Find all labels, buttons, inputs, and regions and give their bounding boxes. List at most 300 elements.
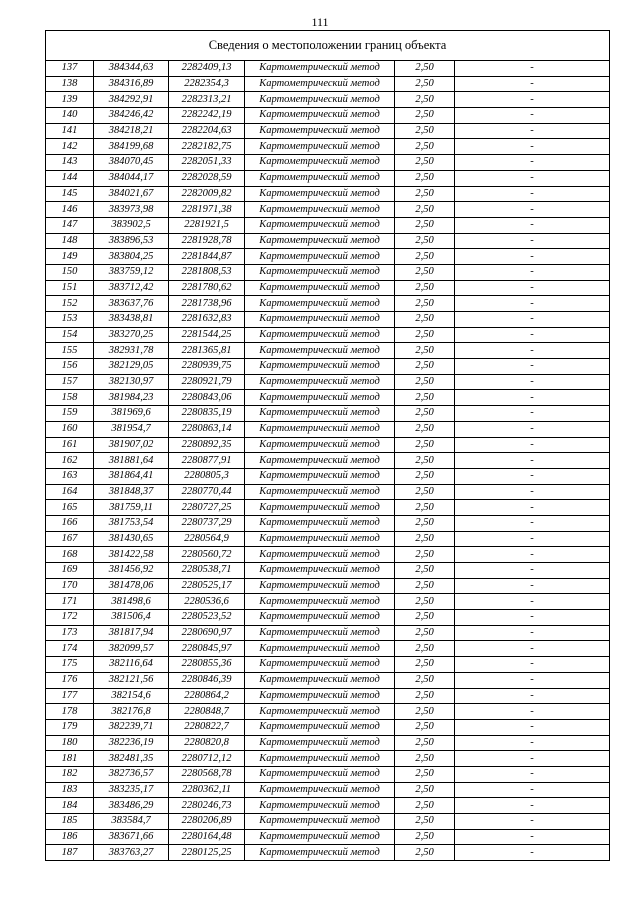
x-coordinate-cell: 381864,41 <box>94 468 169 484</box>
accuracy-cell: 2,50 <box>395 563 455 579</box>
description-cell: - <box>455 327 610 343</box>
description-cell: - <box>455 390 610 406</box>
method-cell: Картометрический метод <box>245 421 395 437</box>
table-row <box>46 233 610 249</box>
method-cell: Картометрический метод <box>245 61 395 77</box>
accuracy-cell: 2,50 <box>395 92 455 108</box>
method-cell: Картометрический метод <box>245 625 395 641</box>
description-cell: - <box>455 484 610 500</box>
description-cell: - <box>455 515 610 531</box>
accuracy-cell: 2,50 <box>395 735 455 751</box>
description-cell: - <box>455 625 610 641</box>
table-row <box>46 845 610 861</box>
method-cell: Картометрический метод <box>245 578 395 594</box>
table-row <box>46 641 610 657</box>
description-cell: - <box>455 312 610 328</box>
x-coordinate-cell: 382121,56 <box>94 672 169 688</box>
point-number-cell: 159 <box>46 406 94 422</box>
accuracy-cell: 2,50 <box>395 766 455 782</box>
point-number-cell: 153 <box>46 312 94 328</box>
x-coordinate-cell: 381478,06 <box>94 578 169 594</box>
table-row <box>46 123 610 139</box>
y-coordinate-cell: 2280805,3 <box>169 468 245 484</box>
accuracy-cell: 2,50 <box>395 170 455 186</box>
y-coordinate-cell: 2281928,78 <box>169 233 245 249</box>
x-coordinate-cell: 383235,17 <box>94 782 169 798</box>
point-number-cell: 182 <box>46 766 94 782</box>
point-number-cell: 144 <box>46 170 94 186</box>
x-coordinate-cell: 384070,45 <box>94 155 169 171</box>
boundary-coordinates-table <box>45 30 610 861</box>
accuracy-cell: 2,50 <box>395 625 455 641</box>
accuracy-cell: 2,50 <box>395 76 455 92</box>
description-cell: - <box>455 437 610 453</box>
method-cell: Картометрический метод <box>245 798 395 814</box>
table-row <box>46 500 610 516</box>
y-coordinate-cell: 2282182,75 <box>169 139 245 155</box>
accuracy-cell: 2,50 <box>395 202 455 218</box>
description-cell: - <box>455 563 610 579</box>
description-cell: - <box>455 343 610 359</box>
accuracy-cell: 2,50 <box>395 531 455 547</box>
y-coordinate-cell: 2280536,6 <box>169 594 245 610</box>
method-cell: Картометрический метод <box>245 515 395 531</box>
y-coordinate-cell: 2281365,81 <box>169 343 245 359</box>
table-row <box>46 280 610 296</box>
description-cell: - <box>455 123 610 139</box>
table-row <box>46 264 610 280</box>
y-coordinate-cell: 2280921,79 <box>169 374 245 390</box>
x-coordinate-cell: 383671,66 <box>94 829 169 845</box>
table-row <box>46 782 610 798</box>
table-row <box>46 249 610 265</box>
x-coordinate-cell: 381848,37 <box>94 484 169 500</box>
x-coordinate-cell: 381753,54 <box>94 515 169 531</box>
y-coordinate-cell: 2281632,83 <box>169 312 245 328</box>
description-cell: - <box>455 453 610 469</box>
table-row <box>46 296 610 312</box>
x-coordinate-cell: 382239,71 <box>94 719 169 735</box>
y-coordinate-cell: 2281808,53 <box>169 264 245 280</box>
point-number-cell: 180 <box>46 735 94 751</box>
x-coordinate-cell: 384021,67 <box>94 186 169 202</box>
method-cell: Картометрический метод <box>245 264 395 280</box>
description-cell: - <box>455 108 610 124</box>
x-coordinate-cell: 382154,6 <box>94 688 169 704</box>
y-coordinate-cell: 2282313,21 <box>169 92 245 108</box>
description-cell: - <box>455 170 610 186</box>
page-number: 111 <box>311 15 329 29</box>
point-number-cell: 179 <box>46 719 94 735</box>
accuracy-cell: 2,50 <box>395 217 455 233</box>
table-row <box>46 61 610 77</box>
method-cell: Картометрический метод <box>245 217 395 233</box>
description-cell: - <box>455 249 610 265</box>
table-row <box>46 312 610 328</box>
y-coordinate-cell: 2280246,73 <box>169 798 245 814</box>
accuracy-cell: 2,50 <box>395 280 455 296</box>
y-coordinate-cell: 2280525,17 <box>169 578 245 594</box>
description-cell: - <box>455 139 610 155</box>
x-coordinate-cell: 382931,78 <box>94 343 169 359</box>
x-coordinate-cell: 383712,42 <box>94 280 169 296</box>
description-cell: - <box>455 610 610 626</box>
accuracy-cell: 2,50 <box>395 500 455 516</box>
table-row <box>46 468 610 484</box>
method-cell: Картометрический метод <box>245 76 395 92</box>
point-number-cell: 138 <box>46 76 94 92</box>
point-number-cell: 152 <box>46 296 94 312</box>
accuracy-cell: 2,50 <box>395 374 455 390</box>
table-row <box>46 751 610 767</box>
description-cell: - <box>455 766 610 782</box>
x-coordinate-cell: 384344,63 <box>94 61 169 77</box>
table-row <box>46 672 610 688</box>
point-number-cell: 154 <box>46 327 94 343</box>
method-cell: Картометрический метод <box>245 296 395 312</box>
y-coordinate-cell: 2281921,5 <box>169 217 245 233</box>
table-row <box>46 704 610 720</box>
point-number-cell: 177 <box>46 688 94 704</box>
table-row <box>46 406 610 422</box>
description-cell: - <box>455 751 610 767</box>
table-row <box>46 610 610 626</box>
method-cell: Картометрический метод <box>245 484 395 500</box>
table-row <box>46 814 610 830</box>
description-cell: - <box>455 296 610 312</box>
table-row <box>46 327 610 343</box>
accuracy-cell: 2,50 <box>395 484 455 500</box>
accuracy-cell: 2,50 <box>395 327 455 343</box>
point-number-cell: 174 <box>46 641 94 657</box>
method-cell: Картометрический метод <box>245 468 395 484</box>
x-coordinate-cell: 384199,68 <box>94 139 169 155</box>
y-coordinate-cell: 2282354,3 <box>169 76 245 92</box>
method-cell: Картометрический метод <box>245 766 395 782</box>
accuracy-cell: 2,50 <box>395 578 455 594</box>
accuracy-cell: 2,50 <box>395 688 455 704</box>
method-cell: Картометрический метод <box>245 437 395 453</box>
table-row <box>46 798 610 814</box>
accuracy-cell: 2,50 <box>395 719 455 735</box>
point-number-cell: 141 <box>46 123 94 139</box>
table-row <box>46 359 610 375</box>
accuracy-cell: 2,50 <box>395 704 455 720</box>
point-number-cell: 168 <box>46 547 94 563</box>
point-number-cell: 181 <box>46 751 94 767</box>
method-cell: Картометрический метод <box>245 312 395 328</box>
method-cell: Картометрический метод <box>245 782 395 798</box>
y-coordinate-cell: 2282028,59 <box>169 170 245 186</box>
accuracy-cell: 2,50 <box>395 390 455 406</box>
description-cell: - <box>455 719 610 735</box>
accuracy-cell: 2,50 <box>395 641 455 657</box>
description-cell: - <box>455 374 610 390</box>
point-number-cell: 165 <box>46 500 94 516</box>
table-row <box>46 625 610 641</box>
method-cell: Картометрический метод <box>245 186 395 202</box>
table-row <box>46 390 610 406</box>
table-row <box>46 735 610 751</box>
point-number-cell: 183 <box>46 782 94 798</box>
y-coordinate-cell: 2280848,7 <box>169 704 245 720</box>
y-coordinate-cell: 2280863,14 <box>169 421 245 437</box>
y-coordinate-cell: 2280835,19 <box>169 406 245 422</box>
point-number-cell: 151 <box>46 280 94 296</box>
method-cell: Картометрический метод <box>245 531 395 547</box>
accuracy-cell: 2,50 <box>395 845 455 861</box>
table-row <box>46 578 610 594</box>
description-cell: - <box>455 735 610 751</box>
y-coordinate-cell: 2280568,78 <box>169 766 245 782</box>
accuracy-cell: 2,50 <box>395 515 455 531</box>
accuracy-cell: 2,50 <box>395 123 455 139</box>
table-row <box>46 688 610 704</box>
description-cell: - <box>455 76 610 92</box>
table-row <box>46 374 610 390</box>
description-cell: - <box>455 594 610 610</box>
table-row <box>46 453 610 469</box>
accuracy-cell: 2,50 <box>395 249 455 265</box>
point-number-cell: 176 <box>46 672 94 688</box>
y-coordinate-cell: 2280523,52 <box>169 610 245 626</box>
description-cell: - <box>455 641 610 657</box>
description-cell: - <box>455 264 610 280</box>
description-cell: - <box>455 468 610 484</box>
description-cell: - <box>455 547 610 563</box>
accuracy-cell: 2,50 <box>395 312 455 328</box>
x-coordinate-cell: 384044,17 <box>94 170 169 186</box>
accuracy-cell: 2,50 <box>395 547 455 563</box>
x-coordinate-cell: 381881,64 <box>94 453 169 469</box>
accuracy-cell: 2,50 <box>395 453 455 469</box>
description-cell: - <box>455 845 610 861</box>
x-coordinate-cell: 384246,42 <box>94 108 169 124</box>
x-coordinate-cell: 383759,12 <box>94 264 169 280</box>
y-coordinate-cell: 2282009,82 <box>169 186 245 202</box>
accuracy-cell: 2,50 <box>395 155 455 171</box>
table-row <box>46 515 610 531</box>
x-coordinate-cell: 381954,7 <box>94 421 169 437</box>
description-cell: - <box>455 782 610 798</box>
x-coordinate-cell: 383270,25 <box>94 327 169 343</box>
method-cell: Картометрический метод <box>245 829 395 845</box>
x-coordinate-cell: 382116,64 <box>94 657 169 673</box>
y-coordinate-cell: 2282409,13 <box>169 61 245 77</box>
table-row <box>46 92 610 108</box>
x-coordinate-cell: 383763,27 <box>94 845 169 861</box>
x-coordinate-cell: 382236,19 <box>94 735 169 751</box>
y-coordinate-cell: 2280560,72 <box>169 547 245 563</box>
point-number-cell: 161 <box>46 437 94 453</box>
accuracy-cell: 2,50 <box>395 672 455 688</box>
method-cell: Картометрический метод <box>245 202 395 218</box>
description-cell: - <box>455 202 610 218</box>
method-cell: Картометрический метод <box>245 249 395 265</box>
method-cell: Картометрический метод <box>245 170 395 186</box>
y-coordinate-cell: 2282242,19 <box>169 108 245 124</box>
y-coordinate-cell: 2281780,62 <box>169 280 245 296</box>
accuracy-cell: 2,50 <box>395 406 455 422</box>
y-coordinate-cell: 2280939,75 <box>169 359 245 375</box>
method-cell: Картометрический метод <box>245 814 395 830</box>
table-row <box>46 202 610 218</box>
x-coordinate-cell: 383486,29 <box>94 798 169 814</box>
table-row <box>46 484 610 500</box>
accuracy-cell: 2,50 <box>395 468 455 484</box>
method-cell: Картометрический метод <box>245 406 395 422</box>
table-row <box>46 657 610 673</box>
description-cell: - <box>455 233 610 249</box>
y-coordinate-cell: 2280727,25 <box>169 500 245 516</box>
accuracy-cell: 2,50 <box>395 108 455 124</box>
table-caption: Сведения о местоположении границ объекта <box>46 31 610 61</box>
y-coordinate-cell: 2280770,44 <box>169 484 245 500</box>
point-number-cell: 158 <box>46 390 94 406</box>
method-cell: Картометрический метод <box>245 688 395 704</box>
method-cell: Картометрический метод <box>245 453 395 469</box>
point-number-cell: 171 <box>46 594 94 610</box>
method-cell: Картометрический метод <box>245 563 395 579</box>
y-coordinate-cell: 2280892,35 <box>169 437 245 453</box>
x-coordinate-cell: 381969,6 <box>94 406 169 422</box>
point-number-cell: 150 <box>46 264 94 280</box>
accuracy-cell: 2,50 <box>395 594 455 610</box>
method-cell: Картометрический метод <box>245 139 395 155</box>
x-coordinate-cell: 381430,65 <box>94 531 169 547</box>
y-coordinate-cell: 2280822,7 <box>169 719 245 735</box>
table-row <box>46 108 610 124</box>
table-row <box>46 186 610 202</box>
description-cell: - <box>455 657 610 673</box>
method-cell: Картометрический метод <box>245 390 395 406</box>
point-number-cell: 160 <box>46 421 94 437</box>
method-cell: Картометрический метод <box>245 280 395 296</box>
table-caption-row <box>46 31 610 61</box>
point-number-cell: 149 <box>46 249 94 265</box>
y-coordinate-cell: 2280564,9 <box>169 531 245 547</box>
method-cell: Картометрический метод <box>245 641 395 657</box>
point-number-cell: 169 <box>46 563 94 579</box>
accuracy-cell: 2,50 <box>395 186 455 202</box>
accuracy-cell: 2,50 <box>395 61 455 77</box>
point-number-cell: 184 <box>46 798 94 814</box>
x-coordinate-cell: 382176,8 <box>94 704 169 720</box>
x-coordinate-cell: 381907,02 <box>94 437 169 453</box>
description-cell: - <box>455 406 610 422</box>
table-row <box>46 829 610 845</box>
description-cell: - <box>455 92 610 108</box>
table-row <box>46 563 610 579</box>
x-coordinate-cell: 382099,57 <box>94 641 169 657</box>
point-number-cell: 173 <box>46 625 94 641</box>
description-cell: - <box>455 531 610 547</box>
x-coordinate-cell: 384292,91 <box>94 92 169 108</box>
point-number-cell: 162 <box>46 453 94 469</box>
y-coordinate-cell: 2280125,25 <box>169 845 245 861</box>
method-cell: Картометрический метод <box>245 657 395 673</box>
description-cell: - <box>455 155 610 171</box>
y-coordinate-cell: 2280164,48 <box>169 829 245 845</box>
y-coordinate-cell: 2280845,97 <box>169 641 245 657</box>
y-coordinate-cell: 2280855,36 <box>169 657 245 673</box>
method-cell: Картометрический метод <box>245 123 395 139</box>
method-cell: Картометрический метод <box>245 374 395 390</box>
accuracy-cell: 2,50 <box>395 657 455 673</box>
table-row <box>46 343 610 359</box>
boundary-table-container <box>45 30 609 861</box>
x-coordinate-cell: 383438,81 <box>94 312 169 328</box>
description-cell: - <box>455 688 610 704</box>
y-coordinate-cell: 2280690,97 <box>169 625 245 641</box>
point-number-cell: 155 <box>46 343 94 359</box>
y-coordinate-cell: 2281844,87 <box>169 249 245 265</box>
method-cell: Картометрический метод <box>245 500 395 516</box>
point-number-cell: 147 <box>46 217 94 233</box>
table-row <box>46 594 610 610</box>
x-coordinate-cell: 383637,76 <box>94 296 169 312</box>
description-cell: - <box>455 500 610 516</box>
description-cell: - <box>455 814 610 830</box>
point-number-cell: 187 <box>46 845 94 861</box>
table-row <box>46 76 610 92</box>
accuracy-cell: 2,50 <box>395 751 455 767</box>
x-coordinate-cell: 381498,6 <box>94 594 169 610</box>
table-row <box>46 421 610 437</box>
method-cell: Картометрический метод <box>245 704 395 720</box>
description-cell: - <box>455 186 610 202</box>
x-coordinate-cell: 384316,89 <box>94 76 169 92</box>
y-coordinate-cell: 2280538,71 <box>169 563 245 579</box>
y-coordinate-cell: 2280846,39 <box>169 672 245 688</box>
y-coordinate-cell: 2280712,12 <box>169 751 245 767</box>
table-row <box>46 437 610 453</box>
y-coordinate-cell: 2281738,96 <box>169 296 245 312</box>
method-cell: Картометрический метод <box>245 672 395 688</box>
accuracy-cell: 2,50 <box>395 359 455 375</box>
method-cell: Картометрический метод <box>245 233 395 249</box>
point-number-cell: 146 <box>46 202 94 218</box>
table-row <box>46 766 610 782</box>
table-row <box>46 139 610 155</box>
point-number-cell: 166 <box>46 515 94 531</box>
method-cell: Картометрический метод <box>245 610 395 626</box>
point-number-cell: 145 <box>46 186 94 202</box>
method-cell: Картометрический метод <box>245 108 395 124</box>
description-cell: - <box>455 829 610 845</box>
x-coordinate-cell: 382130,97 <box>94 374 169 390</box>
method-cell: Картометрический метод <box>245 92 395 108</box>
point-number-cell: 156 <box>46 359 94 375</box>
point-number-cell: 170 <box>46 578 94 594</box>
point-number-cell: 172 <box>46 610 94 626</box>
accuracy-cell: 2,50 <box>395 421 455 437</box>
accuracy-cell: 2,50 <box>395 829 455 845</box>
accuracy-cell: 2,50 <box>395 437 455 453</box>
method-cell: Картометрический метод <box>245 594 395 610</box>
x-coordinate-cell: 383584,7 <box>94 814 169 830</box>
point-number-cell: 167 <box>46 531 94 547</box>
method-cell: Картометрический метод <box>245 343 395 359</box>
table-row <box>46 217 610 233</box>
accuracy-cell: 2,50 <box>395 798 455 814</box>
x-coordinate-cell: 383902,5 <box>94 217 169 233</box>
description-cell: - <box>455 672 610 688</box>
description-cell: - <box>455 578 610 594</box>
point-number-cell: 139 <box>46 92 94 108</box>
accuracy-cell: 2,50 <box>395 233 455 249</box>
point-number-cell: 143 <box>46 155 94 171</box>
